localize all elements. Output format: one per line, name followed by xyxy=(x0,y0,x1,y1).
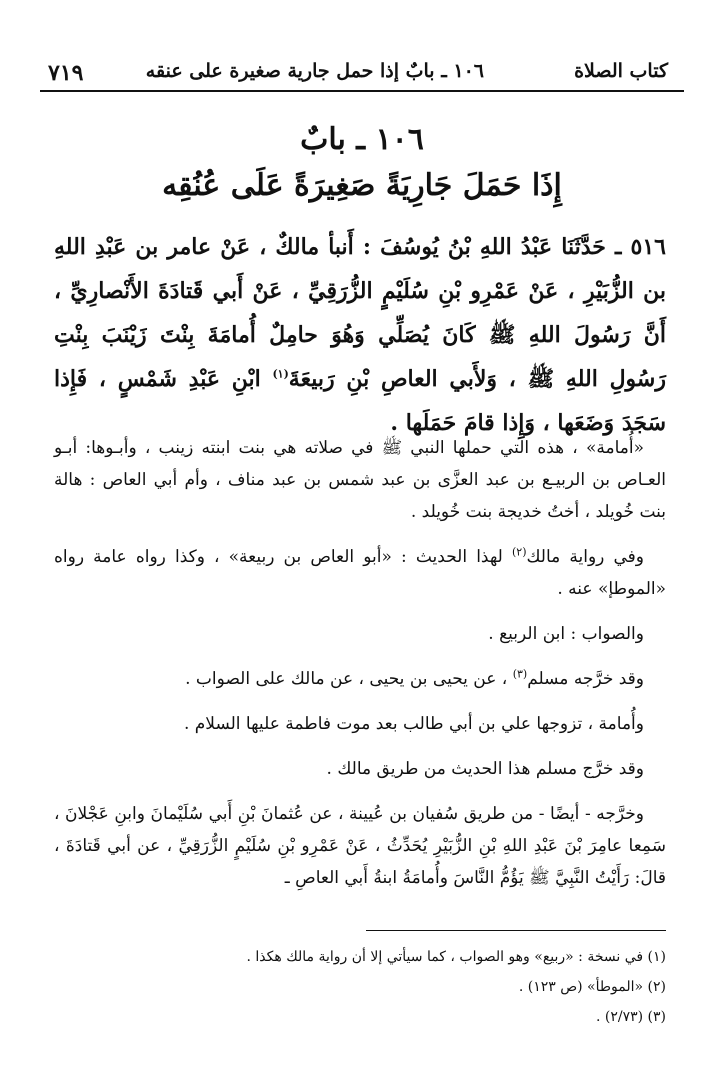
running-header-book-title: كتاب الصلاة xyxy=(574,60,668,82)
footnotes xyxy=(60,942,666,1032)
commentary-paragraph: وقد خرَّج مسلم هذا الحديث من طريق مالك . xyxy=(326,759,644,779)
footnote-2: (٢) «الموطأ» (ص ١٢٣) . xyxy=(518,979,666,995)
commentary-paragraph: وأُمامة ، تزوجها علي بن أبي طالب بعد موت فاطمة عليها السلام . xyxy=(183,714,644,734)
hadith-text-part1: ـ حَدَّثَنَا عَبْدُ اللهِ بْنُ يُوسُفَ : أَنبأ مالكٌ ، عَنْ عامر بن عَبْدِ اللهِ بن الزُّبَيْرِ ، عَنْ عَمْرِو بْنِ سُلَيْمٍ الزُّرَقِيِّ ، عَنْ أَبي قَتادَةَ الأَنْصارِيِّ ، أَنَّ رَسُولَ اللهِ ﷺ كَانَ يُصَلِّي وَهُوَ حامِلٌ أُمامَةَ بِنْتَ زَيْنَبَ بِنْتِ رَسُولِ اللهِ ﷺ ، وَلأَبي العاصِ بْنِ رَبيعَةَ xyxy=(54,234,666,392)
commentary-text: وفي رواية مالك xyxy=(526,547,644,567)
hadith-number: ٥١٦ xyxy=(630,234,666,260)
commentary-text: لهذا الحديث : «أبو العاص بن ربيعة» ، وكذا رواه عامة رواه «الموطإ» عنه . xyxy=(54,547,666,599)
chapter-title: إِذَا حَمَلَ جَارِيَةً صَغِيرَةً عَلَى عُنُقِه xyxy=(162,168,562,203)
footnote-ref-2: (٢) xyxy=(511,545,527,559)
commentary-paragraph: وخرَّجه - أيضًا - من طريق سُفيان بن عُيينة ، عن عُثمانَ بْنِ أَبي سُلَيْمانَ وابنِ عَجْلانَ ، سَمِعا عامِرَ بْنَ عَبْدِ اللهِ بْنِ الزُّبَيْرِ يُحَدِّثُ ، عَنْ عَمْرِو بْنِ سُلَيْمٍ الزُّرَقِيِّ ، عن أبي قَتادَةَ ، قالَ: رَأَيْتُ النَّبِيَّ ﷺ يَؤُمُّ النَّاسَ وأُمامَةُ ابنةُ أَبي العاصِ ـ xyxy=(54,804,666,888)
chapter-number: ١٠٦ ـ بابٌ xyxy=(300,122,424,157)
footnote-1: (١) في نسخة : «ربيع» وهو الصواب ، كما سيأتي إلا أن رواية مالك هكذا . xyxy=(246,949,666,965)
commentary-text: ، عن يحيى بن يحيى ، عن مالك على الصواب . xyxy=(185,669,508,689)
footnote-separator xyxy=(366,930,666,931)
commentary-paragraph xyxy=(54,663,666,695)
running-header xyxy=(40,56,684,92)
commentary-text: وقد خرَّجه مسلم xyxy=(527,669,644,689)
page-number: ٧١٩ xyxy=(48,60,84,86)
commentary-paragraph: والصواب : ابن الربيع . xyxy=(488,624,644,644)
chapter-heading xyxy=(60,118,664,210)
hadith-text-part2: ابْنِ عَبْدِ شَمْسٍ ، فَإِذا سَجَدَ وَضَعَها ، وَإِذا قامَ حَمَلَها . xyxy=(54,366,666,436)
commentary-paragraph: «أُمامة» ، هذه التي حملها النبي ﷺ في صلاته هي بنت ابنته زينب ، وأبـوها: أبـو العـاص بن الربيـع بن عبد العزَّى بن عبد شمس بن عبد مناف ، وأم أبي العاص : هالة بنت خُويلد ، أختُ خديجة بنت خُويلد . xyxy=(54,438,666,522)
hadith-text xyxy=(54,225,666,445)
running-header-chapter-title: ١٠٦ ـ بابٌ إذا حمل جارية صغيرة على عنقه xyxy=(145,60,484,82)
commentary-paragraph xyxy=(54,541,666,605)
footnote-3: (٣) (٢/٧٣) . xyxy=(595,1009,666,1025)
commentary xyxy=(54,432,666,894)
footnote-ref-1: (١) xyxy=(272,367,289,381)
footnote-ref-3: (٣) xyxy=(512,667,528,681)
